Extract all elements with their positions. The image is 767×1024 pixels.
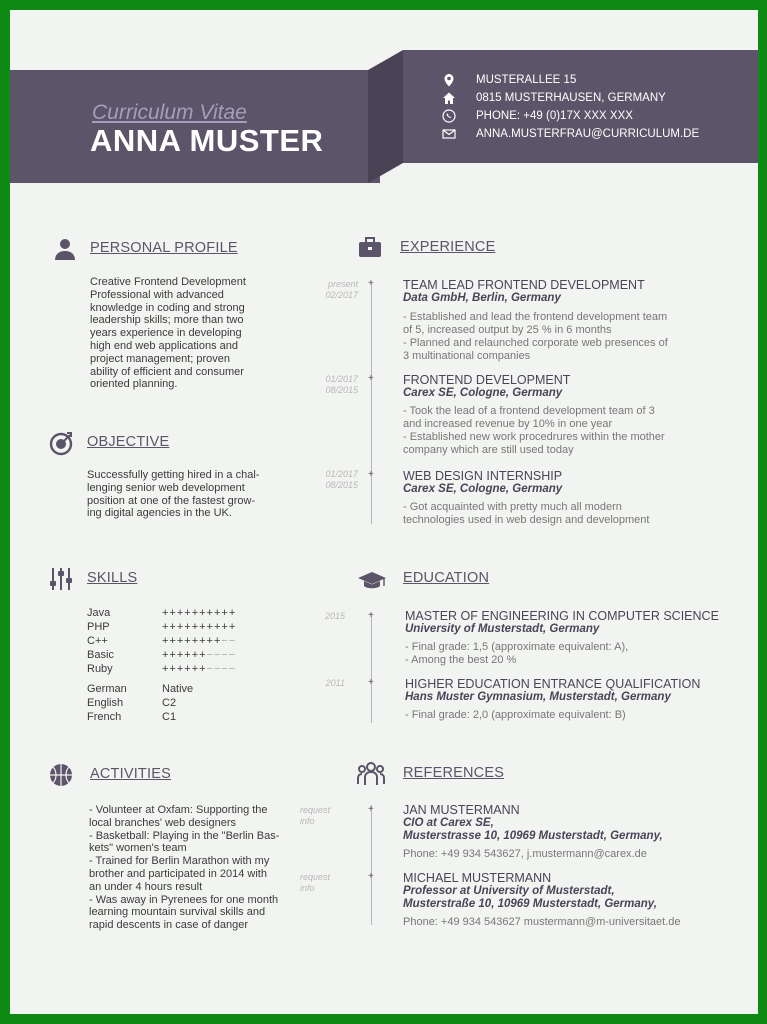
- section-title-activities: ACTIVITIES: [90, 766, 171, 782]
- cv-name: ANNA MUSTER: [90, 123, 324, 158]
- degree-line: - Final grade: 1,5 (approximate equivalent: A),: [405, 641, 629, 653]
- education-date: 2011: [325, 678, 345, 688]
- degree-line: - Among the best 20 %: [405, 654, 517, 666]
- objective-text: [87, 469, 259, 520]
- profile-line: high end web applications and: [90, 339, 239, 352]
- timeline-marker: +: [368, 469, 374, 480]
- timeline-marker: +: [368, 610, 374, 621]
- job-description: [403, 501, 649, 527]
- contact-email: [442, 127, 699, 141]
- reference-note: [300, 872, 338, 894]
- section-title-references: REFERENCES: [403, 765, 505, 781]
- language-name: English: [87, 697, 124, 709]
- profile-line: years experience in developing: [90, 327, 242, 340]
- contact-email-text: ANNA.MUSTERFRAU@CURRICULUM.DE: [476, 128, 700, 140]
- reference-note-line: info: [300, 883, 315, 893]
- reference-note-line: info: [300, 816, 315, 826]
- section-title-experience: EXPERIENCE: [400, 239, 496, 255]
- education-timeline: [371, 613, 372, 723]
- job-line: and increased revenue by 10% in one year: [403, 418, 613, 430]
- job-line: of 5, increased output by 25 % in 6 months: [403, 324, 612, 336]
- references-timeline: [371, 805, 372, 925]
- reference-role: CIO at Carex SE,: [403, 817, 494, 829]
- timeline-marker: +: [368, 677, 374, 688]
- skill-level-rest: −−−−: [206, 663, 237, 675]
- date-end: 08/2015: [325, 385, 358, 395]
- job-line: - Got acquainted with pretty much all modern: [403, 501, 622, 513]
- experience-date: [300, 374, 358, 396]
- language-level: C1: [162, 711, 177, 723]
- skill-name: C++: [87, 635, 108, 647]
- skill-name: Basic: [87, 649, 114, 661]
- profile-line: oriented planning.: [90, 378, 178, 391]
- profile-line: Creative Frontend Development: [90, 276, 246, 288]
- envelope-icon: [442, 127, 456, 141]
- degree-title: MASTER OF ENGINEERING IN COMPUTER SCIENCE: [405, 609, 719, 623]
- job-line: - Established new work procedrures within the mother: [403, 431, 665, 443]
- language-name: French: [87, 711, 122, 723]
- job-company: Carex SE, Cologne, Germany: [403, 387, 563, 399]
- reference-note: [300, 805, 338, 827]
- activity-line: brother and participated in 2014 with: [89, 867, 267, 880]
- timeline-marker: +: [368, 804, 374, 815]
- language-row: [87, 683, 193, 695]
- job-line: technologies used in web design and development: [403, 514, 650, 526]
- section-title-profile: PERSONAL PROFILE: [90, 240, 238, 256]
- activity-line: rapid descents in case of danger: [89, 919, 248, 932]
- timeline-marker: +: [368, 278, 374, 289]
- skill-row: [87, 607, 236, 619]
- contact-address-text: MUSTERALLEE 15: [476, 74, 577, 86]
- objective-line: position at one of the fastest grow-: [87, 494, 256, 507]
- experience-date: [300, 469, 358, 491]
- objective-line: ing digital agencies in the UK.: [87, 507, 232, 520]
- job-line: - Took the lead of a frontend development team of 3: [403, 405, 655, 417]
- contact-phone: [442, 109, 633, 123]
- language-level: Native: [162, 683, 194, 695]
- phone-icon: [442, 109, 456, 123]
- skill-level-rest: −−−−: [206, 649, 237, 661]
- skill-level: ++++++++++: [162, 607, 237, 619]
- date-start: 01/2017: [325, 374, 358, 384]
- language-row: [87, 697, 176, 709]
- skill-row: [87, 663, 236, 675]
- activity-line: - Basketball: Playing in the "Berlin Bas-: [89, 829, 280, 842]
- activity-line: kets" women's team: [89, 842, 187, 855]
- graduation-cap-icon: [357, 567, 387, 593]
- basketball-icon: [48, 762, 74, 788]
- header-band-right: [403, 50, 758, 163]
- reference-note-line: request: [300, 805, 331, 815]
- activity-line: learning mountain survival skills and: [89, 906, 266, 919]
- skill-row: [87, 635, 236, 647]
- contact-address: [442, 73, 576, 87]
- skill-name: Java: [87, 607, 111, 619]
- profile-text: [90, 276, 246, 391]
- timeline-marker: +: [368, 373, 374, 384]
- job-line: company which are still used today: [403, 444, 574, 456]
- objective-line: Successfully getting hired in a chal-: [87, 469, 260, 481]
- contact-city-text: 0815 MUSTERHAUSEN, GERMANY: [476, 92, 666, 104]
- skill-name: Ruby: [87, 663, 113, 675]
- activity-line: an under 4 hours result: [89, 880, 203, 893]
- activity-line: - Trained for Berlin Marathon with my: [89, 855, 270, 868]
- objective-line: lenging senior web development: [87, 481, 245, 494]
- reference-role: Professor at University of Musterstadt,: [403, 885, 615, 897]
- profile-line: project management; proven: [90, 352, 231, 365]
- reference-note-line: request: [300, 872, 331, 882]
- degree-title: HIGHER EDUCATION ENTRANCE QUALIFICATION: [405, 677, 701, 691]
- skill-row: [87, 621, 236, 633]
- experience-timeline: [371, 282, 372, 524]
- date-start: 01/2017: [325, 469, 358, 479]
- job-line: - Planned and relaunched corporate web presences of: [403, 337, 668, 349]
- reference-name: MICHAEL MUSTERMANN: [403, 871, 552, 885]
- profile-line: knowledge in coding and strong: [90, 301, 245, 314]
- reference-address: Musterstraße 10, 10969 Musterstadt, Germany,: [403, 898, 657, 910]
- job-line: - Established and lead the frontend development team: [403, 311, 668, 323]
- date-end: 08/2015: [325, 480, 358, 490]
- header-fold: [368, 50, 408, 183]
- education-date: 2015: [324, 611, 345, 621]
- job-title: WEB DESIGN INTERNSHIP: [403, 469, 563, 483]
- profile-line: Professional with advanced: [90, 288, 224, 301]
- activity-line: - Volunteer at Oxfam: Supporting the: [89, 804, 268, 816]
- contact-phone-text: PHONE: +49 (0)17X XXX XXX: [476, 110, 633, 122]
- language-row: [87, 711, 176, 723]
- language-level: C2: [162, 697, 177, 709]
- person-icon: [52, 236, 78, 262]
- location-pin-icon: [442, 73, 456, 87]
- sliders-icon: [48, 566, 74, 592]
- cv-label: Curriculum Vitae: [92, 101, 247, 124]
- profile-line: ability of efficient and consumer: [90, 365, 244, 378]
- school-name: Hans Muster Gymnasium, Musterstadt, Germany: [405, 691, 671, 703]
- date-start: present: [327, 279, 358, 289]
- experience-date: [300, 279, 358, 301]
- skill-level: ++++++++: [162, 635, 222, 647]
- language-name: German: [87, 683, 127, 695]
- date-end: 02/2017: [325, 290, 358, 300]
- section-title-education: EDUCATION: [403, 570, 490, 586]
- section-title-skills: SKILLS: [87, 570, 138, 586]
- job-title: FRONTEND DEVELOPMENT: [403, 373, 571, 387]
- job-company: Carex SE, Cologne, Germany: [403, 483, 563, 495]
- reference-name: JAN MUSTERMANN: [403, 803, 520, 817]
- briefcase-icon: [357, 234, 383, 260]
- skill-name: PHP: [87, 621, 110, 633]
- activity-line: local branches' web designers: [89, 816, 237, 829]
- job-title: TEAM LEAD FRONTEND DEVELOPMENT: [403, 278, 645, 292]
- activities-text: [89, 804, 279, 932]
- contact-city: [442, 91, 666, 105]
- home-icon: [442, 91, 456, 105]
- cv-page: [10, 10, 758, 1014]
- people-group-icon: [356, 759, 386, 789]
- degree-description: [405, 709, 626, 722]
- timeline-marker: +: [368, 871, 374, 882]
- degree-description: [405, 641, 628, 667]
- reference-phone: Phone: +49 934 543627 mustermann@m-universitaet.de: [403, 916, 681, 928]
- job-line: 3 multinational companies: [403, 350, 531, 362]
- target-icon: [48, 430, 74, 456]
- section-title-objective: OBJECTIVE: [87, 434, 170, 450]
- skill-row: [87, 649, 236, 661]
- job-description: [403, 311, 668, 363]
- job-description: [403, 405, 665, 457]
- activity-line: - Was away in Pyrenees for one month: [89, 893, 279, 906]
- reference-phone: Phone: +49 934 543627, j.mustermann@carex.de: [403, 848, 647, 860]
- reference-address: Musterstrasse 10, 10969 Musterstadt, Germany,: [403, 830, 663, 842]
- skill-level-rest: −−: [221, 635, 237, 647]
- skill-level: ++++++++++: [162, 621, 237, 633]
- school-name: University of Musterstadt, Germany: [405, 623, 600, 635]
- job-company: Data GmbH, Berlin, Germany: [403, 292, 561, 304]
- skill-level: ++++++: [162, 649, 207, 661]
- profile-line: leadership skills; more than two: [90, 314, 244, 327]
- degree-line: - Final grade: 2,0 (approximate equivalent: B): [405, 709, 626, 721]
- skill-level: ++++++: [162, 663, 207, 675]
